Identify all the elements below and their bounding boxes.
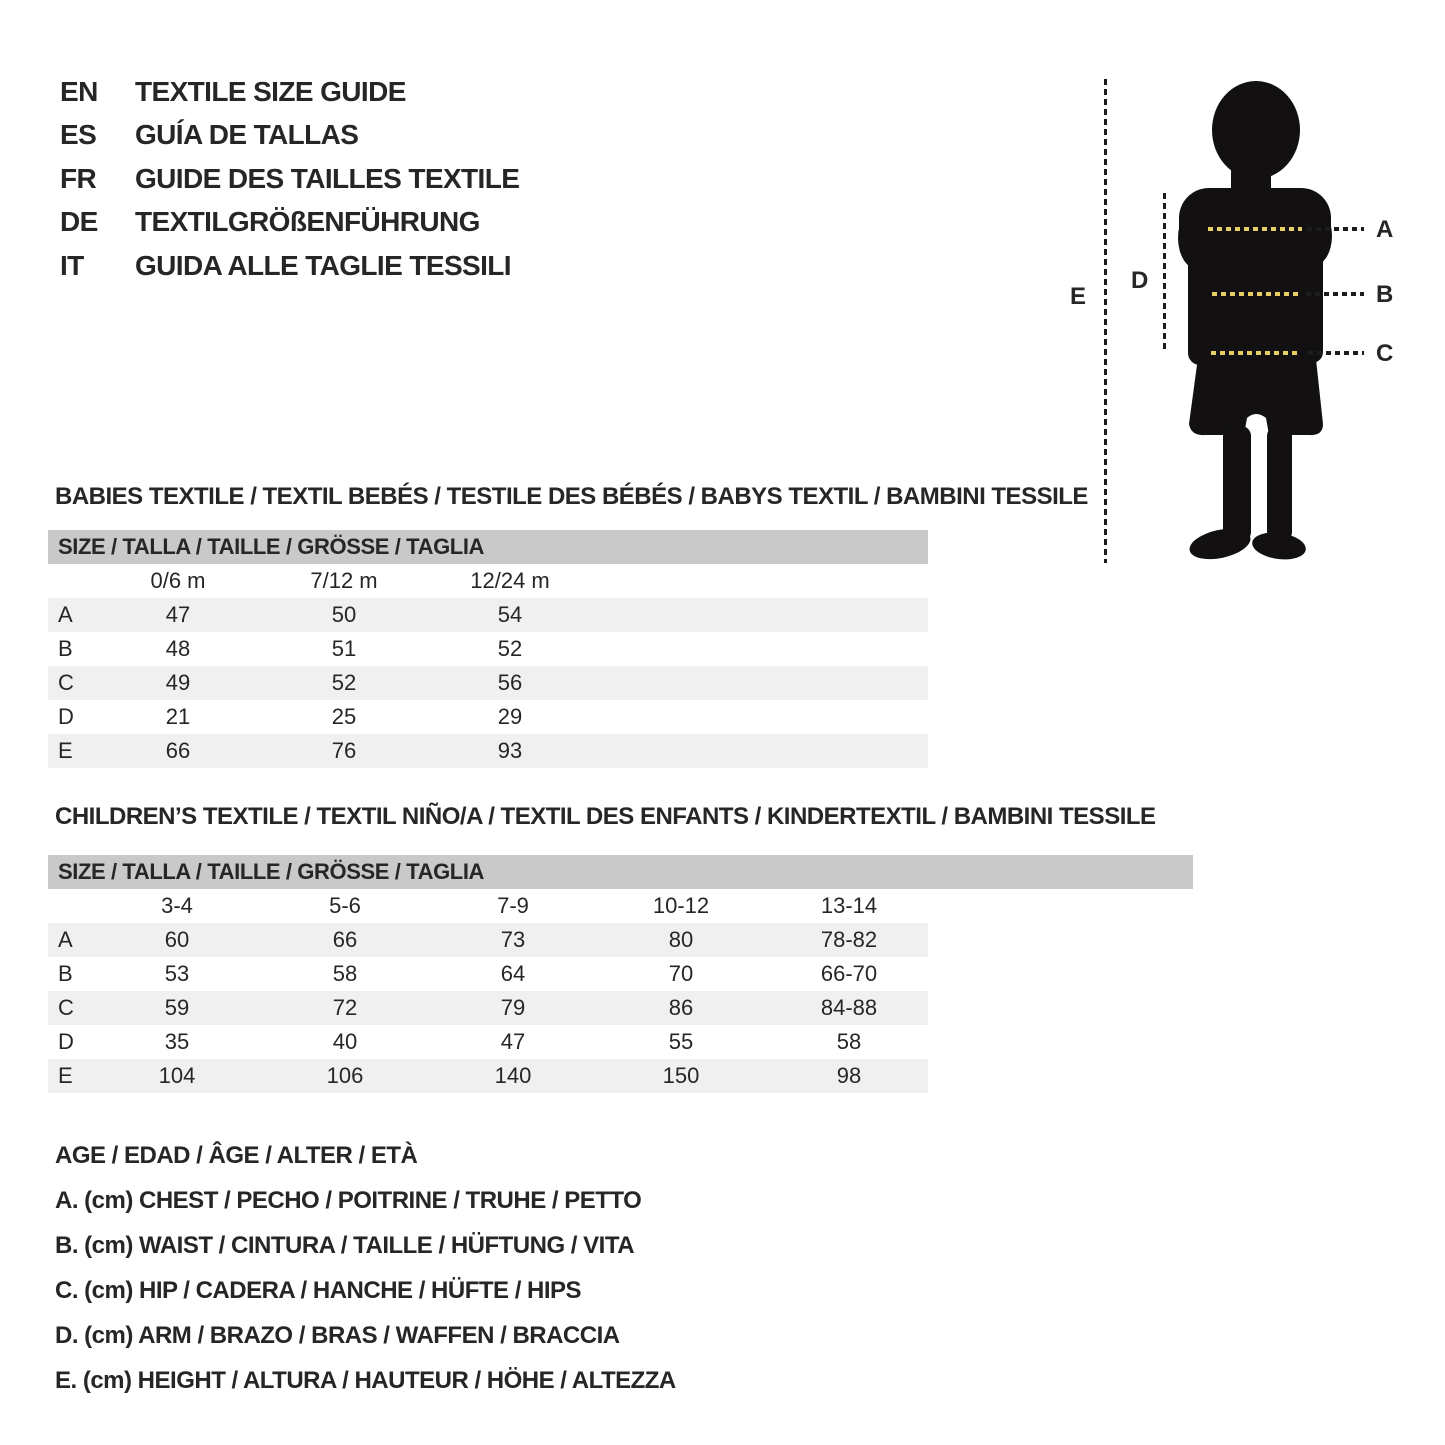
table-row	[48, 923, 928, 957]
value-cell: 60	[164, 927, 190, 952]
row-label: B	[58, 636, 73, 661]
row-label: B	[58, 961, 73, 986]
value-cell: 66	[332, 927, 358, 952]
column-header: 5-6	[329, 893, 361, 918]
row-label: A	[58, 602, 73, 627]
lang-row-es	[60, 114, 519, 158]
value-cell: 50	[331, 602, 357, 627]
value-cell: 21	[165, 704, 191, 729]
marker-label-c: C	[1376, 340, 1393, 367]
children-section-title: CHILDREN’S TEXTILE / TEXTIL NIÑO/A / TEXTIL DES ENFANTS / KINDERTEXTIL / BAMBINI TESSILE	[55, 803, 1156, 830]
silhouette-right-shoe	[1250, 529, 1307, 562]
value-cell: 106	[326, 1063, 364, 1088]
lang-row-fr	[60, 157, 519, 201]
table-row	[48, 598, 928, 632]
marker-label-b: B	[1376, 281, 1393, 308]
table-row	[48, 991, 928, 1025]
lang-code: ES	[60, 119, 97, 151]
lang-code: FR	[60, 162, 97, 194]
row-label: E	[58, 738, 73, 763]
lang-row-en	[60, 70, 519, 114]
value-cell: 104	[158, 1063, 196, 1088]
value-cell: 66-70	[820, 961, 878, 986]
column-header: 12/24 m	[470, 568, 550, 593]
value-cell: 54	[497, 602, 523, 627]
value-cell: 47	[165, 602, 191, 627]
value-cell: 64	[500, 961, 526, 986]
height-measure-line-e	[1104, 79, 1107, 563]
lang-label: TEXTILGRÖßENFÜHRUNG	[135, 206, 480, 238]
marker-label-a: A	[1376, 216, 1393, 243]
hip-measure-line-c-yellow	[1211, 351, 1300, 355]
babies-rows	[48, 598, 928, 768]
value-cell: 40	[332, 1029, 358, 1054]
row-label: A	[58, 927, 73, 952]
marker-label-d: D	[1131, 267, 1148, 294]
chest-measure-line-a-yellow	[1208, 227, 1302, 231]
value-cell: 70	[668, 961, 694, 986]
table-row	[48, 666, 928, 700]
table-row	[48, 734, 928, 768]
lang-label: GUIDE DES TAILLES TEXTILE	[135, 162, 520, 194]
table-row	[48, 1059, 928, 1093]
value-cell: 52	[331, 670, 357, 695]
children-rows	[48, 923, 928, 1093]
value-cell: 79	[500, 995, 526, 1020]
marker-label-e: E	[1070, 283, 1086, 310]
babies-column-header-row	[48, 564, 928, 598]
lang-code: IT	[60, 249, 84, 281]
hip-measure-line-c-leader	[1308, 351, 1364, 355]
measurement-legend	[55, 1133, 676, 1403]
value-cell: 73	[500, 927, 526, 952]
row-label: D	[58, 704, 74, 729]
value-cell: 59	[164, 995, 190, 1020]
legend-line-chest: A. (cm) CHEST / PECHO / POITRINE / TRUHE / PETTO	[55, 1186, 642, 1214]
value-cell: 51	[331, 636, 357, 661]
lang-label: GUIDA ALLE TAGLIE TESSILI	[135, 249, 511, 281]
value-cell: 55	[668, 1029, 694, 1054]
row-label: E	[58, 1063, 73, 1088]
lang-row-it	[60, 244, 519, 288]
child-silhouette	[1175, 80, 1335, 565]
babies-section-title: BABIES TEXTILE / TEXTIL BEBÉS / TESTILE DES BÉBÉS / BABYS TEXTIL / BAMBINI TESSILE	[55, 483, 1088, 510]
value-cell: 47	[500, 1029, 526, 1054]
value-cell: 25	[331, 704, 357, 729]
chest-measure-line-a-leader	[1307, 227, 1364, 231]
size-header-text: SIZE / TALLA / TAILLE / GRÖSSE / TAGLIA	[58, 534, 485, 559]
value-cell: 58	[836, 1029, 862, 1054]
legend-line-arm: D. (cm) ARM / BRAZO / BRAS / WAFFEN / BRACCIA	[55, 1321, 620, 1349]
value-cell: 78-82	[820, 927, 878, 952]
lang-label: GUÍA DE TALLAS	[135, 119, 359, 151]
column-header: 0/6 m	[150, 568, 206, 593]
value-cell: 76	[331, 738, 357, 763]
silhouette-torso	[1201, 196, 1313, 356]
column-header: 13-14	[820, 893, 878, 918]
babies-table	[48, 530, 928, 768]
language-guide-block	[60, 70, 519, 288]
value-cell: 29	[497, 704, 523, 729]
row-label: C	[58, 995, 74, 1020]
value-cell: 150	[662, 1063, 700, 1088]
babies-size-header-bar	[48, 530, 928, 564]
size-header-text: SIZE / TALLA / TAILLE / GRÖSSE / TAGLIA	[58, 859, 485, 884]
value-cell: 66	[165, 738, 191, 763]
value-cell: 48	[165, 636, 191, 661]
table-row	[48, 700, 928, 734]
column-header: 7/12 m	[310, 568, 378, 593]
value-cell: 93	[497, 738, 523, 763]
children-size-header-bar	[48, 855, 1193, 889]
legend-line-age: AGE / EDAD / ÂGE / ALTER / ETÀ	[55, 1141, 418, 1169]
table-row	[48, 1025, 928, 1059]
waist-measure-line-b-yellow	[1212, 292, 1299, 296]
silhouette-left-arm	[1188, 240, 1213, 365]
silhouette-right-leg	[1267, 426, 1292, 542]
silhouette-right-arm	[1300, 240, 1323, 363]
column-header: 3-4	[161, 893, 193, 918]
table-row	[48, 957, 928, 991]
value-cell: 84-88	[820, 995, 878, 1020]
row-label: D	[58, 1029, 74, 1054]
legend-line-hip: C. (cm) HIP / CADERA / HANCHE / HÜFTE / HIPS	[55, 1276, 582, 1304]
value-cell: 86	[668, 995, 694, 1020]
lang-code: EN	[60, 75, 98, 107]
value-cell: 53	[164, 961, 190, 986]
children-table	[48, 855, 1193, 1093]
value-cell: 58	[332, 961, 358, 986]
lang-label: TEXTILE SIZE GUIDE	[135, 75, 406, 107]
lang-row-de	[60, 201, 519, 245]
children-column-header-row	[48, 889, 933, 923]
legend-line-height: E. (cm) HEIGHT / ALTURA / HAUTEUR / HÖHE / ALTEZZA	[55, 1366, 676, 1394]
value-cell: 140	[494, 1063, 532, 1088]
arm-measure-line-d	[1163, 193, 1166, 352]
waist-measure-line-b-leader	[1306, 292, 1364, 296]
legend-line-waist: B. (cm) WAIST / CINTURA / TAILLE / HÜFTUNG / VITA	[55, 1231, 635, 1259]
silhouette-left-leg	[1223, 426, 1251, 542]
value-cell: 49	[165, 670, 191, 695]
lang-code: DE	[60, 206, 98, 238]
value-cell: 98	[836, 1063, 862, 1088]
value-cell: 52	[497, 636, 523, 661]
value-cell: 35	[164, 1029, 190, 1054]
column-header: 7-9	[497, 893, 529, 918]
value-cell: 72	[332, 995, 358, 1020]
column-header: 10-12	[652, 893, 710, 918]
silhouette-shorts	[1189, 350, 1323, 435]
value-cell: 80	[668, 927, 694, 952]
value-cell: 56	[497, 670, 523, 695]
row-label: C	[58, 670, 74, 695]
table-row	[48, 632, 928, 666]
